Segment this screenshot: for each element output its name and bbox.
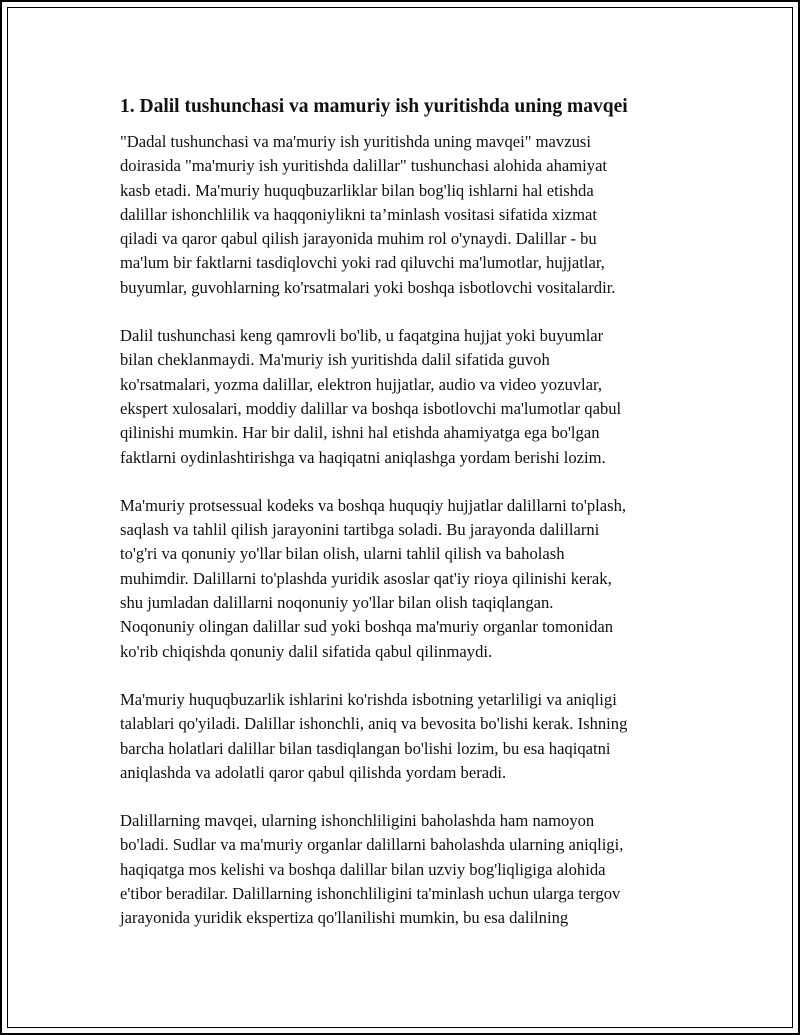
- text-line: Dalil tushunchasi keng qamrovli bo'lib, u faqatgina hujjat yoki buyumlar: [120, 326, 604, 346]
- text-line: qilinishi mumkin. Har bir dalil, ishni hal etishda ahamiyatga ega bo'lgan: [120, 423, 600, 443]
- text-line: aniqlashda va adolatli qaror qabul qilishda yordam beradi.: [120, 762, 507, 782]
- paragraph-1: [120, 130, 700, 300]
- text-line: Dalillarning mavqei, ularning ishonchliligini baholashda ham namoyon: [120, 811, 595, 831]
- paragraph-2: [120, 324, 700, 470]
- text-line: Ma'muriy protsessual kodeks va boshqa huquqiy hujjatlar dalillarni to'plash,: [120, 495, 627, 515]
- text-line: ma'lum bir faktlarni tasdiqlovchi yoki rad qiluvchi ma'lumotlar, hujjatlar,: [120, 253, 605, 273]
- text-line: talablari qo'yiladi. Dalillar ishonchli, aniq va bevosita bo'lishi kerak. Ishning: [120, 714, 628, 734]
- text-line: bilan cheklanmaydi. Ma'muriy ish yuritishda dalil sifatida guvoh: [120, 350, 550, 370]
- text-line: ko'rib chiqishda qonuniy dalil sifatida qabul qilinmaydi.: [120, 641, 493, 661]
- text-line: ekspert xulosalari, moddiy dalillar va boshqa isbotlovchi ma'lumotlar qabul: [120, 398, 622, 418]
- text-line: ko'rsatmalari, yozma dalillar, elektron hujjatlar, audio va video yozuvlar,: [120, 374, 603, 394]
- text-line: dalillar ishonchlilik va haqqoniylikni ta’minlash vositasi sifatida xizmat: [120, 204, 597, 224]
- text-line: kasb etadi. Ma'muriy huquqbuzarliklar bilan bog'liq ishlarni hal etishda: [120, 180, 594, 200]
- text-line: buyumlar, guvohlarning ko'rsatmalari yoki boshqa isbotlovchi vositalardir.: [120, 277, 616, 297]
- section-heading: 1. Dalil tushunchasi va mamuriy ish yuritishda uning mavqei: [120, 96, 628, 117]
- document-body: [120, 94, 700, 955]
- text-line: to'g'ri va qonuniy yo'llar bilan olish, ularni tahlil qilish va baholash: [120, 544, 565, 564]
- paragraph-3: [120, 494, 700, 664]
- text-line: shu jumladan dalillarni noqonuniy yo'llar bilan olish taqiqlangan.: [120, 593, 554, 613]
- text-line: Noqonuniy olingan dalillar sud yoki boshqa ma'muriy organlar tomonidan: [120, 617, 614, 637]
- text-line: qiladi va qaror qabul qilish jarayonida muhim rol o'ynaydi. Dalillar - bu: [120, 229, 597, 249]
- text-line: barcha holatlari dalillar bilan tasdiqlangan bo'lishi lozim, bu esa haqiqatni: [120, 738, 611, 758]
- text-line: haqiqatga mos kelishi va boshqa dalillar bilan uzviy bog'liqligiga alohida: [120, 859, 606, 879]
- paragraph-4: [120, 688, 700, 785]
- text-line: muhimdir. Dalillarni to'plashda yuridik asoslar qat'iy rioya qilinishi kerak,: [120, 568, 612, 588]
- text-line: faktlarni oydinlashtirishga va haqiqatni aniqlashga yordam berishi lozim.: [120, 447, 606, 467]
- text-line: bo'ladi. Sudlar va ma'muriy organlar dalillarni baholashda ularning aniqligi,: [120, 835, 624, 855]
- text-line: jarayonida yuridik ekspertiza qo'llanilishi mumkin, bu esa dalilning: [120, 908, 569, 928]
- text-line: saqlash va tahlil qilish jarayonini tartibga soladi. Bu jarayonda dalillarni: [120, 520, 600, 540]
- text-line: e'tibor beradilar. Dalillarning ishonchliligini ta'minlash uchun ularga tergov: [120, 884, 621, 904]
- text-line: "Dadal tushunchasi va ma'muriy ish yuritishda uning mavqei" mavzusi: [120, 132, 591, 151]
- text-line: Ma'muriy huquqbuzarlik ishlarini ko'rishda isbotning yetarliligi va aniqligi: [120, 689, 617, 709]
- text-line: doirasida "ma'muriy ish yuritishda dalillar" tushunchasi alohida ahamiyat: [120, 156, 608, 176]
- paragraph-5: [120, 809, 700, 930]
